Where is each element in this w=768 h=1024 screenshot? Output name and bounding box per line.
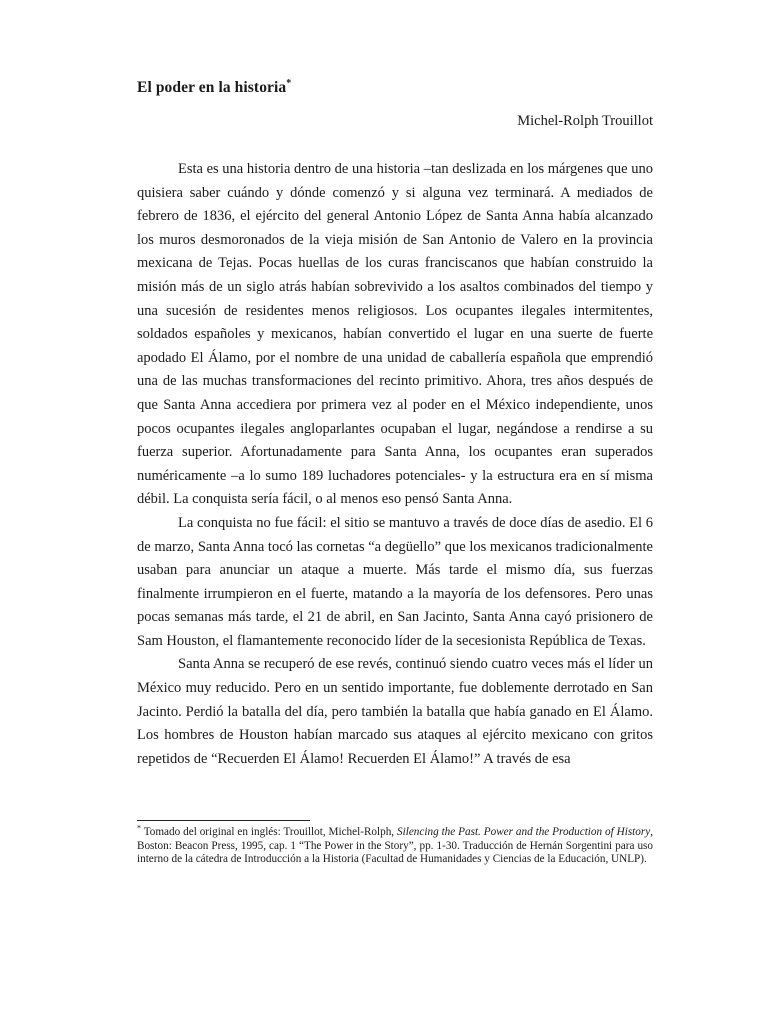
title-text: El poder en la historia	[137, 79, 287, 96]
document-title	[137, 79, 291, 97]
footnote-separator	[137, 820, 310, 821]
footnote	[137, 823, 653, 867]
author-name: Michel-Rolph Trouillot	[517, 113, 653, 129]
footnote-marker: *	[137, 823, 141, 833]
paragraph-3: Santa Anna se recuperó de ese revés, continuó siendo cuatro veces más el líder un México muy reducido. Pero en un sentido importante, fue doblemente derrotado en San Jacinto. Perdió la batalla del día, pero también la batalla que había ganado en El Álamo. Los hombres de Houston habían marcado sus ataques al ejército mexicano con gritos repetidos de “Recuerden El Álamo! Recuerden El Álamo!” A través de esa	[137, 656, 653, 767]
footnote-book-title: Silencing the Past. Power and the Production of History	[397, 826, 651, 838]
paragraph-2: La conquista no fue fácil: el sitio se mantuvo a través de doce días de asedio. El 6 de marzo, Santa Anna tocó las cornetas “a degüello” que los mexicanos tradicionalmente usaban para anunciar un ataque a muerte. Más tarde el mismo día, sus fuerzas finalmente irrumpieron en el fuerte, matando a la mayoría de los defensores. Pero unas pocas semanas más tarde, el 21 de abril, en San Jacinto, Santa Anna cayó prisionero de Sam Houston, el flamantemente reconocido líder de la secesionista República de Texas.	[137, 514, 653, 649]
body-text	[137, 158, 653, 771]
footnote-lead: Tomado del original en inglés: Trouillot, Michel-Rolph,	[141, 826, 398, 838]
title-footnote-marker: *	[286, 77, 292, 89]
footnote-rest: , Boston: Beacon Press, 1995, cap. 1 “The Power in the Story”, pp. 1-30. Traducción de Hernán Sorgentini para uso interno de la cátedra de Introducción a la Historia (Facultad de Humanidades y Ciencias de la Educación, UNLP).	[137, 826, 653, 866]
paragraph-1: Esta es una historia dentro de una historia –tan deslizada en los márgenes que uno quisiera saber cuándo y dónde comenzó y si alguna vez terminará. A mediados de febrero de 1836, el ejército del general Antonio López de Santa Anna había alcanzado los muros desmoronados de la vieja misión de San Antonio de Valero en la provincia mexicana de Tejas. Pocas huellas de los curas franciscanos que habían construido la misión más de un siglo atrás habían sobrevivido a los asaltos combinados del tiempo y una sucesión de residentes menos religiosos. Los ocupantes ilegales intermitentes, soldados españoles y mexicanos, habían convertido el lugar en una suerte de fuerte apodado El Álamo, por el nombre de una unidad de caballería española que emprendió una de las muchas transformaciones del recinto primitivo. Ahora, tres años después de que Santa Anna accediera por primera vez al poder en el México independiente, unos pocos ocupantes ilegales angloparlantes ocupaban el lugar, negándose a rendirse a su fuerza superior. Afortunadamente para Santa Anna, los ocupantes eran superados numéricamente –a lo sumo 189 luchadores potenciales- y la estructura era en sí misma débil. La conquista sería fácil, o al menos eso pensó Santa Anna.	[137, 161, 653, 508]
